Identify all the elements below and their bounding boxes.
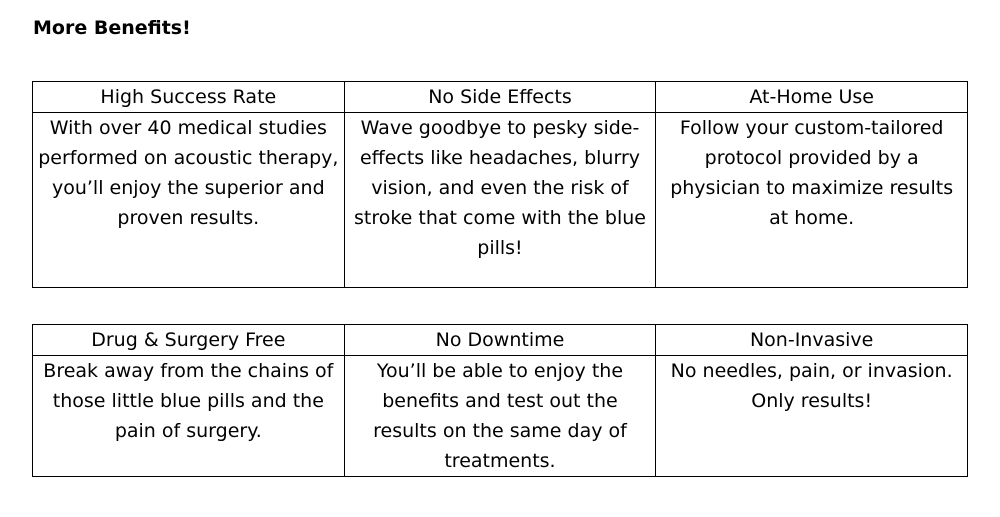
benefit-description-high-success-rate: With over 40 medical studies performed on acoustic therapy, you’ll enjoy the superior and proven results. (33, 113, 345, 288)
benefit-description-non-invasive: No needles, pain, or invasion. Only results! (656, 356, 968, 477)
benefit-heading-non-invasive: Non-Invasive (656, 325, 968, 356)
benefit-heading-no-downtime: No Downtime (344, 325, 656, 356)
table-body-row (33, 356, 968, 477)
benefit-heading-no-side-effects: No Side Effects (344, 82, 656, 113)
page-title: More Benefits! (33, 17, 191, 39)
benefit-heading-drug-surgery-free: Drug & Surgery Free (33, 325, 345, 356)
table-body-row (33, 113, 968, 288)
benefit-heading-high-success-rate: High Success Rate (33, 82, 345, 113)
benefit-description-at-home-use: Follow your custom-tailored protocol provided by a physician to maximize results at home. (656, 113, 968, 288)
benefits-table-1 (32, 81, 968, 288)
benefit-heading-at-home-use: At-Home Use (656, 82, 968, 113)
benefit-description-no-downtime: You’ll be able to enjoy the benefits and test out the results on the same day of treatments. (344, 356, 656, 477)
benefit-description-no-side-effects: Wave goodbye to pesky side-effects like headaches, blurry vision, and even the risk of stroke that come with the blue pills! (344, 113, 656, 288)
table-header-row (33, 82, 968, 113)
benefit-description-drug-surgery-free: Break away from the chains of those little blue pills and the pain of surgery. (33, 356, 345, 477)
benefits-table-2 (32, 324, 968, 477)
table-header-row (33, 325, 968, 356)
